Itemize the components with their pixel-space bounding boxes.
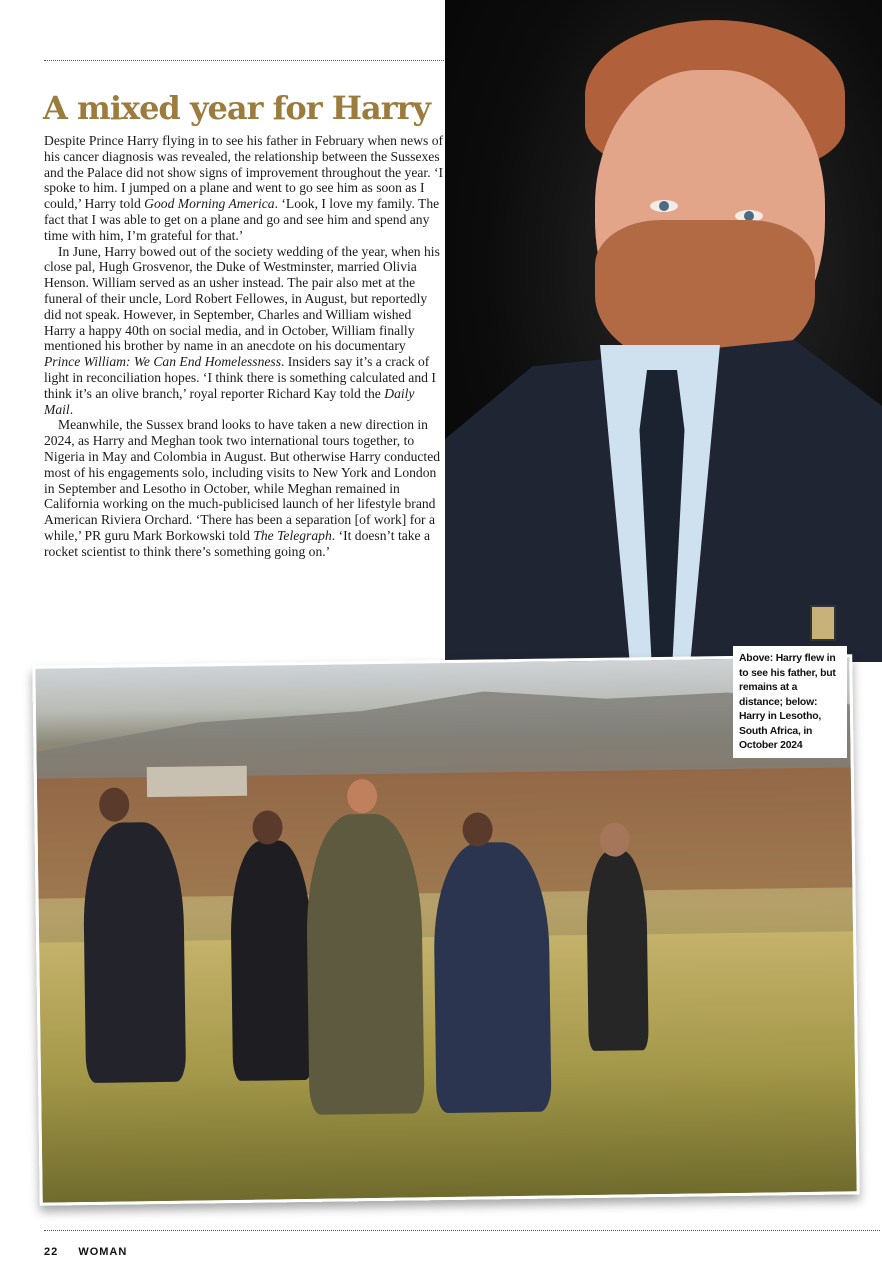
page-number: 22	[44, 1246, 59, 1258]
portrait-photo	[445, 0, 882, 662]
p2-seg-2: Prince William: We Can End Homelessness	[44, 354, 281, 370]
paragraph-1	[44, 133, 444, 244]
portrait-lapel-pin	[810, 605, 836, 641]
p1-seg-3: . ‘Look, I love my family. The fact that I was able to get on a plane and go and see him and spend any time with him, I’m grateful for that.’	[44, 196, 440, 243]
p3-seg-1: Meanwhile, the Sussex brand looks to have taken a new direction in 2024, as Harry and Meghan took two international tours together, to Nigeria in May and Colombia in August. But otherwise Harry conducted most of his engagements solo, including visits to New York and London in September and Lesotho in October, while Meghan remained in California working on the much-publicised launch of her lifestyle brand American Riviera Orchard. ‘There has been a separation [of work] for a while,’ PR guru Mark Borkowski told	[44, 417, 441, 543]
photo-caption: Above: Harry flew in to see his father, but remains at a distance; below: Harry in Lesotho, South Africa, in October 2024	[733, 646, 847, 758]
p3-seg-3: . ‘It doesn’t take a rocket scientist to think there’s something going on.’	[44, 527, 431, 559]
paragraph-2	[44, 244, 444, 418]
article-headline: A mixed year for Harry	[43, 89, 431, 127]
article-body	[44, 133, 444, 560]
landscape-hills	[36, 677, 851, 778]
p2-seg-1: In June, Harry bowed out of the society wedding of the year, when his close pal, Hugh Grosvenor, the Duke of Westminster, married Olivia Henson. William served as an usher instead. The pair also met at the funeral of their uncle, Lord Robert Fellowes, in August, but reportedly did not speak. However, in September, Charles and William wished Harry a happy 40th on social media, and in October, William finally mentioned his brother by name in an anecdote on his documentary	[44, 243, 440, 354]
portrait-left-eye	[650, 200, 678, 212]
walker-5	[586, 850, 649, 1051]
p3-seg-2: The Telegraph	[253, 527, 332, 543]
paragraph-3	[44, 417, 444, 559]
walker-4	[433, 842, 552, 1114]
folio	[44, 1246, 143, 1258]
p2-seg-5: .	[69, 401, 74, 417]
bottom-rule	[44, 1230, 880, 1231]
walker-1	[82, 822, 186, 1083]
p1-seg-1: Despite Prince Harry flying in to see his father in February when news of his cancer diagnosis was revealed, the relationship between the Sussexes and the Palace did not show signs of improvement throughout the year. ‘I spoke to him. I jumped on a plane and went to go see him as soon as I could,’ Harry told	[44, 133, 444, 212]
top-rule	[44, 60, 444, 61]
p1-seg-2: Good Morning America	[144, 196, 275, 212]
walker-2	[230, 840, 313, 1081]
p2-seg-3: . Insiders say it’s a crack of light in reconciliation hopes. ‘I think there is something calculated and I think it’s an olive branch,’ royal reporter Richard Kay told the	[44, 354, 436, 401]
walker-1-head	[99, 787, 129, 821]
p2-seg-4: Daily Mail	[44, 385, 415, 417]
walker-2-head	[252, 810, 282, 844]
landscape-hut	[147, 766, 247, 797]
walker-5-head	[600, 822, 630, 856]
walker-harry	[305, 813, 424, 1115]
magazine-name: WOMAN	[78, 1246, 128, 1258]
